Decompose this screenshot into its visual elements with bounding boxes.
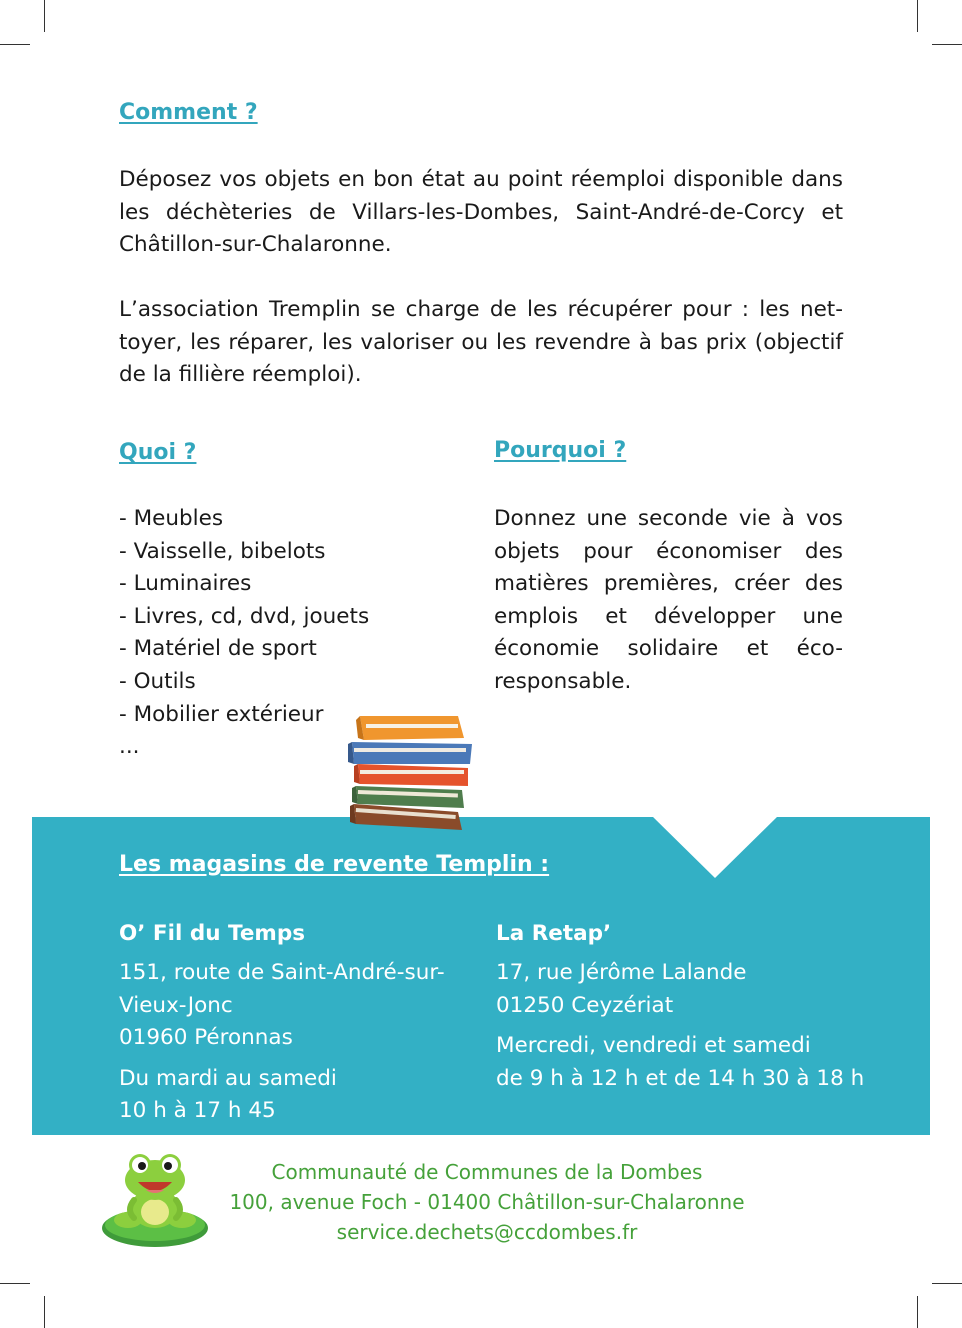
store-hours: de 9 h à 12 h et de 14 h 30 à 18 h	[496, 1065, 865, 1091]
list-item: - Luminaires	[119, 571, 252, 597]
books-stack-icon	[346, 712, 476, 832]
quoi-heading: Quoi ?	[119, 440, 197, 465]
list-item: - Outils	[119, 668, 196, 694]
crop-mark	[44, 0, 45, 32]
store-hours: Du mardi au samedi	[119, 1065, 337, 1091]
store-address: 17, rue Jérôme Lalande	[496, 960, 747, 985]
store-address: Vieux-Jonc	[119, 992, 233, 1018]
pourquoi-paragraph: Donnez une seconde vie à vos objets pour économiser des matières premières, créer des emplois et développer une économie solidaire et éco-responsable.	[494, 506, 843, 694]
list-item: - Vaisselle, bibelots	[119, 538, 326, 564]
comment-heading: Comment ?	[119, 100, 258, 125]
crop-mark	[0, 1283, 30, 1284]
footer-address: 100, avenue Foch - 01400 Châtillon-sur-Chalaronne	[229, 1190, 745, 1214]
store-o-fil-du-temps	[119, 918, 445, 1128]
crop-mark	[932, 1283, 962, 1284]
footer-contact	[228, 1157, 746, 1247]
crop-mark	[917, 0, 918, 32]
list-item: - Mobilier extérieur	[119, 701, 324, 727]
list-item: ...	[119, 734, 140, 760]
band-notch	[652, 816, 778, 880]
store-la-retap	[496, 918, 864, 1095]
stores-heading: Les magasins de revente Templin :	[119, 852, 550, 877]
footer-email-link[interactable]: service.dechets@ccdombes.fr	[336, 1220, 638, 1244]
crop-mark	[917, 1296, 918, 1328]
store-address: 01250 Ceyzériat	[496, 992, 674, 1018]
crop-mark	[0, 44, 30, 45]
comment-paragraph-1: Déposez vos objets en bon état au point réemploi disponible dans les déchèteries de Villars-les-Dombes, Saint-André-de-Corcy et Châtillon-sur-Chalaronne.	[119, 167, 843, 257]
store-address: 151, route de Saint-André-sur-	[119, 960, 445, 985]
list-item: - Meubles	[119, 506, 224, 531]
store-name: O’ Fil du Temps	[119, 921, 306, 946]
store-address: 01960 Péronnas	[119, 1025, 293, 1050]
frog-mascot-icon	[100, 1150, 210, 1250]
pourquoi-heading: Pourquoi ?	[494, 438, 627, 463]
store-name: La Retap’	[496, 921, 612, 946]
crop-mark	[932, 44, 962, 45]
list-item: - Matériel de sport	[119, 636, 317, 662]
list-item: - Livres, cd, dvd, jouets	[119, 603, 370, 629]
store-hours: 10 h à 17 h 45	[119, 1098, 276, 1123]
crop-mark	[44, 1296, 45, 1328]
store-hours: Mercredi, vendredi et samedi	[496, 1033, 811, 1058]
comment-paragraph-2: L’association Tremplin se charge de les récupérer pour : les net-toyer, les réparer, les valoriser ou les revendre à bas prix (objectif de la fillière réemploi).	[119, 297, 843, 387]
footer-organization: Communauté de Communes de la Dombes	[271, 1160, 703, 1184]
